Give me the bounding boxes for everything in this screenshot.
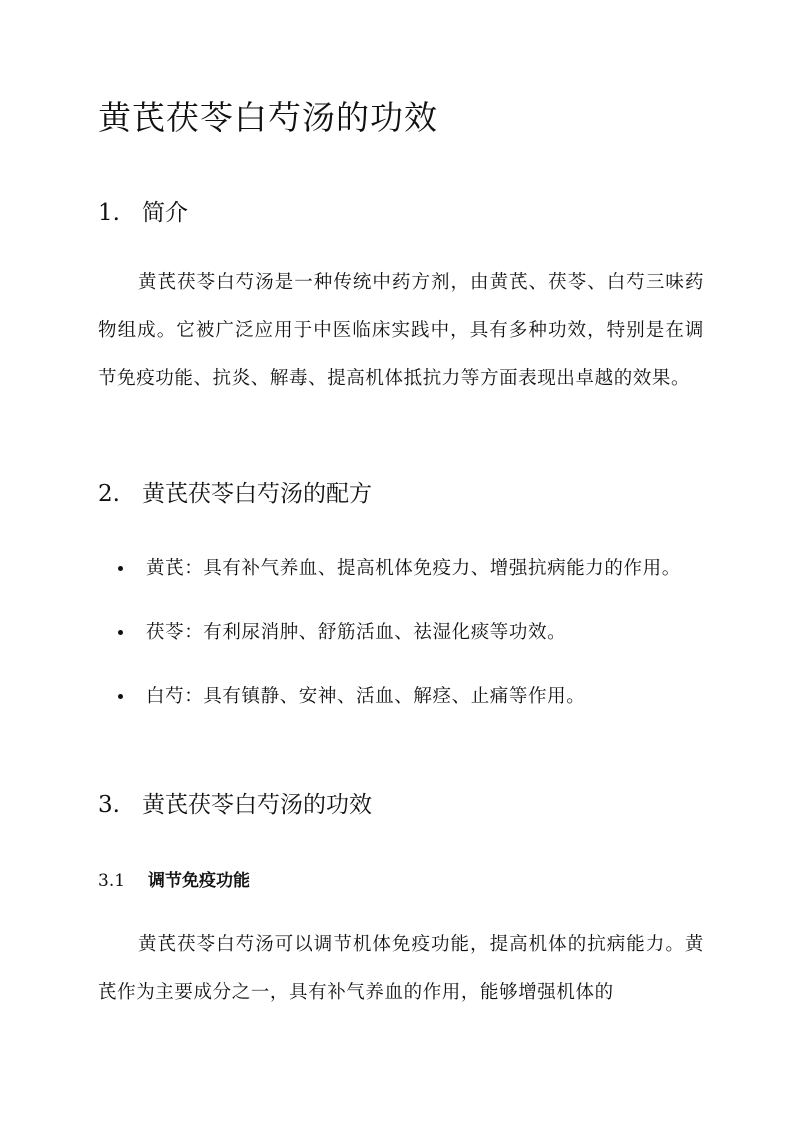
list-item-text: 黄芪：具有补气养血、提高机体免疫力、增强抗病能力的作用。 [146,558,681,579]
intro-paragraph: 黄芪茯苓白芍汤是一种传统中药方剂，由黄芪、茯苓、白芍三味药物组成。它被广泛应用于中医临床实践中，具有多种功效，特别是在调节免疫功能、抗炎、解毒、提高机体抵抗力等方面表现出卓越的效果。 [98,272,704,389]
section-title: 简介 [142,200,188,226]
list-item [118,609,704,657]
section-number: 3. [98,792,120,818]
document-title: 黄芪茯苓白芍汤的功效 [98,98,438,137]
section-title: 黄芪茯苓白芍汤的配方 [142,481,372,507]
bullet-icon [118,630,123,635]
list-item-text: 白芍：具有镇静、安神、活血、解痉、止痛等作用。 [146,686,586,707]
section-heading-effects [98,789,372,821]
bullet-icon [118,694,123,699]
immune-paragraph: 黄芪茯苓白芍汤可以调节机体免疫功能，提高机体的抗病能力。黄芪作为主要成分之一，具有补气养血的作用，能够增强机体的 [98,934,704,1003]
formula-list [118,545,704,737]
section-heading-intro [98,197,188,229]
section-number: 2. [98,481,120,507]
list-item-text: 茯苓：有利尿消肿、舒筋活血、祛湿化痰等功效。 [146,622,567,643]
bullet-icon [118,566,123,571]
list-item [118,673,704,721]
subsection-title: 调节免疫功能 [148,871,250,891]
section-number: 1. [98,200,120,226]
section-heading-formula [98,478,372,510]
subsection-number: 3.1 [98,871,126,891]
section-title: 黄芪茯苓白芍汤的功效 [142,792,372,818]
subsection-heading-immune [98,868,250,894]
list-item [118,545,686,593]
